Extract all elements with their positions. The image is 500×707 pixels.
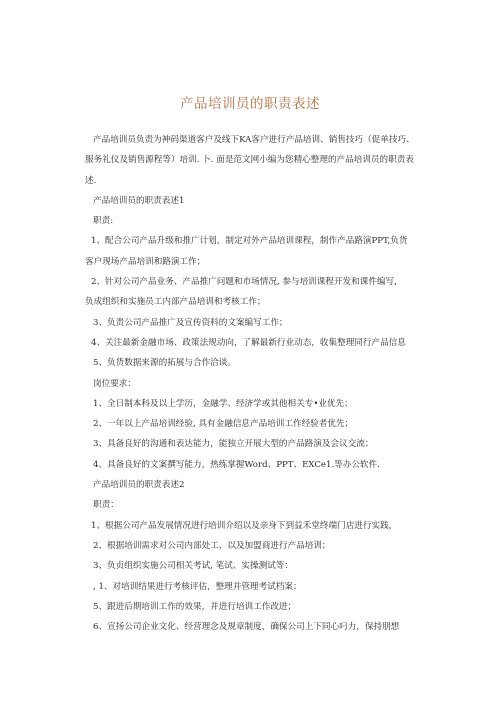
list-item: 3、负责公司产品推广及宣传资料的文案编写工作； bbox=[93, 317, 288, 328]
section-heading: 产品培训员的职责表述2 bbox=[93, 480, 185, 491]
document-title: 产品培训员的职责表述 bbox=[180, 96, 320, 112]
body-line: 服务礼仪及销售源程等）培训. 卜. 面是范文网小编为您精心整理的产品培训员的职责表 bbox=[85, 155, 414, 166]
list-item: 2、一年以上产品培训经验, 具有金融信息产品培训工作经验者优先； bbox=[93, 419, 354, 430]
list-item: 5、跟进后期培训工作的效果，并进行培训工作改进； bbox=[93, 601, 297, 612]
document-body bbox=[85, 130, 425, 637]
list-item: 2、针对公司产品业务、产品推广问题和市场情况, 参与培训课程开发和课件编写, bbox=[91, 277, 397, 288]
list-item: 2、根据培训需求对公司内部处工、以及加盟商进行产品培训； bbox=[93, 540, 331, 551]
body-line: 负成组织和实施员工内部产品培训和考核工作； bbox=[85, 297, 266, 308]
list-item: 1、配合公司产品升级和推广计划，制定对外产品培训课程，制作产品路演PPT,负货 bbox=[91, 236, 408, 247]
list-item: 3、具备良好的沟通和表达能力，能独立开展大型的产品路演及会议交流； bbox=[93, 439, 374, 450]
body-line: 客户现场产品培训和路演工作； bbox=[85, 256, 206, 267]
body-line: 职责: bbox=[93, 216, 114, 227]
body-line: 产品培训员负责为神码渠道客户及线下KA客户进行产品培训、销售技巧（促单技巧、 bbox=[93, 135, 415, 145]
list-item: , 1、对培训结果进行考核评估，整理并管理考试档案； bbox=[93, 581, 302, 592]
body-line: 述. bbox=[85, 175, 97, 186]
section-heading: 产品培训员的职责表述1 bbox=[93, 195, 185, 206]
list-item: 4、关注最新金融市场、政策法规动向，了解最新行业动态，收集整理同行产品信息 bbox=[91, 337, 406, 348]
list-item: 5、负货数据来源的拓展与合作洽谈。 bbox=[93, 358, 236, 369]
list-item: 3、负贞组织实施公司相关考试, 笔试、实操测试等： bbox=[93, 561, 293, 572]
list-item: 6、宣扬公司企业文化、经营理念及规章制度，确保公司上下同心叼力，保持朋想 bbox=[93, 622, 400, 633]
list-item: 1、根据公司产品发展情况进行培训介绍以及亲身下到益禾堂终端门店进行实践， bbox=[91, 520, 398, 531]
section-subheading: 岗位要求： bbox=[93, 378, 136, 389]
body-line: 职责： bbox=[93, 500, 119, 511]
list-item: 4、具备良好的文案撰写能力，热练掌握Word、PPT、EXCe1.等办公软件. bbox=[93, 459, 380, 470]
list-item: 1、全日制本科及以上学历，金融学、经济学或其他相关专•业优先； bbox=[93, 398, 353, 409]
